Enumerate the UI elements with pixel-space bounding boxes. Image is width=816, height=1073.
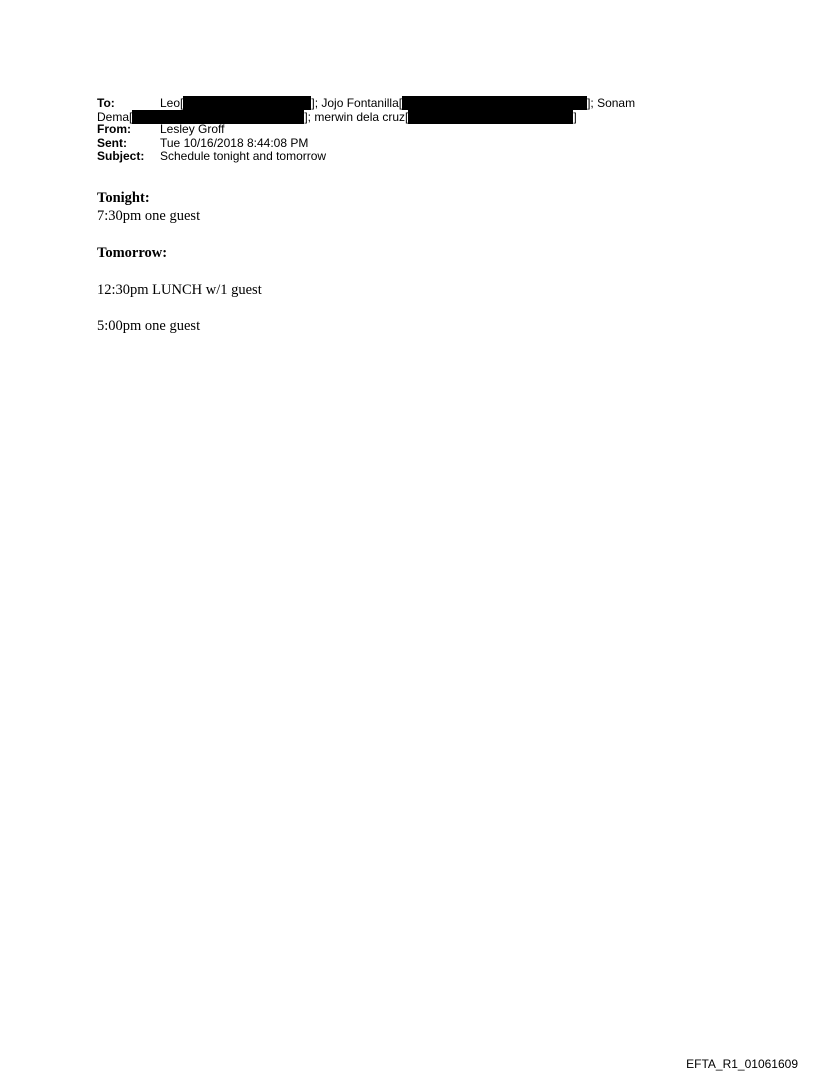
from-value: Lesley Groff bbox=[160, 122, 225, 136]
to-recipient-dema: Dema[ bbox=[97, 109, 133, 124]
to-label: To: bbox=[97, 96, 115, 110]
from-line bbox=[97, 123, 697, 137]
sent-label: Sent: bbox=[97, 135, 127, 150]
subject-value: Schedule tonight and tomorrow bbox=[160, 149, 327, 163]
tomorrow-item-evening: 5:00pm one guest bbox=[97, 318, 201, 334]
to-list-end: ] bbox=[573, 109, 577, 124]
redaction-bar bbox=[183, 96, 311, 110]
tonight-heading: Tonight: bbox=[97, 190, 150, 206]
from-label: From: bbox=[97, 122, 131, 136]
tomorrow-heading: Tomorrow: bbox=[97, 245, 168, 261]
email-header bbox=[97, 96, 697, 164]
subject-label: Subject: bbox=[97, 149, 145, 163]
sent-value: Tue 10/16/2018 8:44:08 PM bbox=[160, 135, 309, 150]
to-line-continued bbox=[97, 110, 697, 124]
to-recipient-merwin: ]; merwin dela cruz[ bbox=[304, 109, 409, 124]
redaction-bar bbox=[402, 96, 587, 110]
tonight-item: 7:30pm one guest bbox=[97, 208, 201, 224]
redaction-bar bbox=[408, 110, 573, 124]
to-line bbox=[97, 96, 697, 110]
sent-line bbox=[97, 137, 697, 151]
subject-line bbox=[97, 150, 697, 164]
document-id: EFTA_R1_01061609 bbox=[686, 1057, 798, 1071]
to-recipient-leo: Leo[ bbox=[160, 96, 184, 110]
to-recipient-sonam: ]; Sonam bbox=[587, 96, 636, 110]
to-recipient-jojo: ]; Jojo Fontanilla[ bbox=[311, 96, 403, 110]
tomorrow-item-lunch: 12:30pm LUNCH w/1 guest bbox=[97, 282, 262, 298]
